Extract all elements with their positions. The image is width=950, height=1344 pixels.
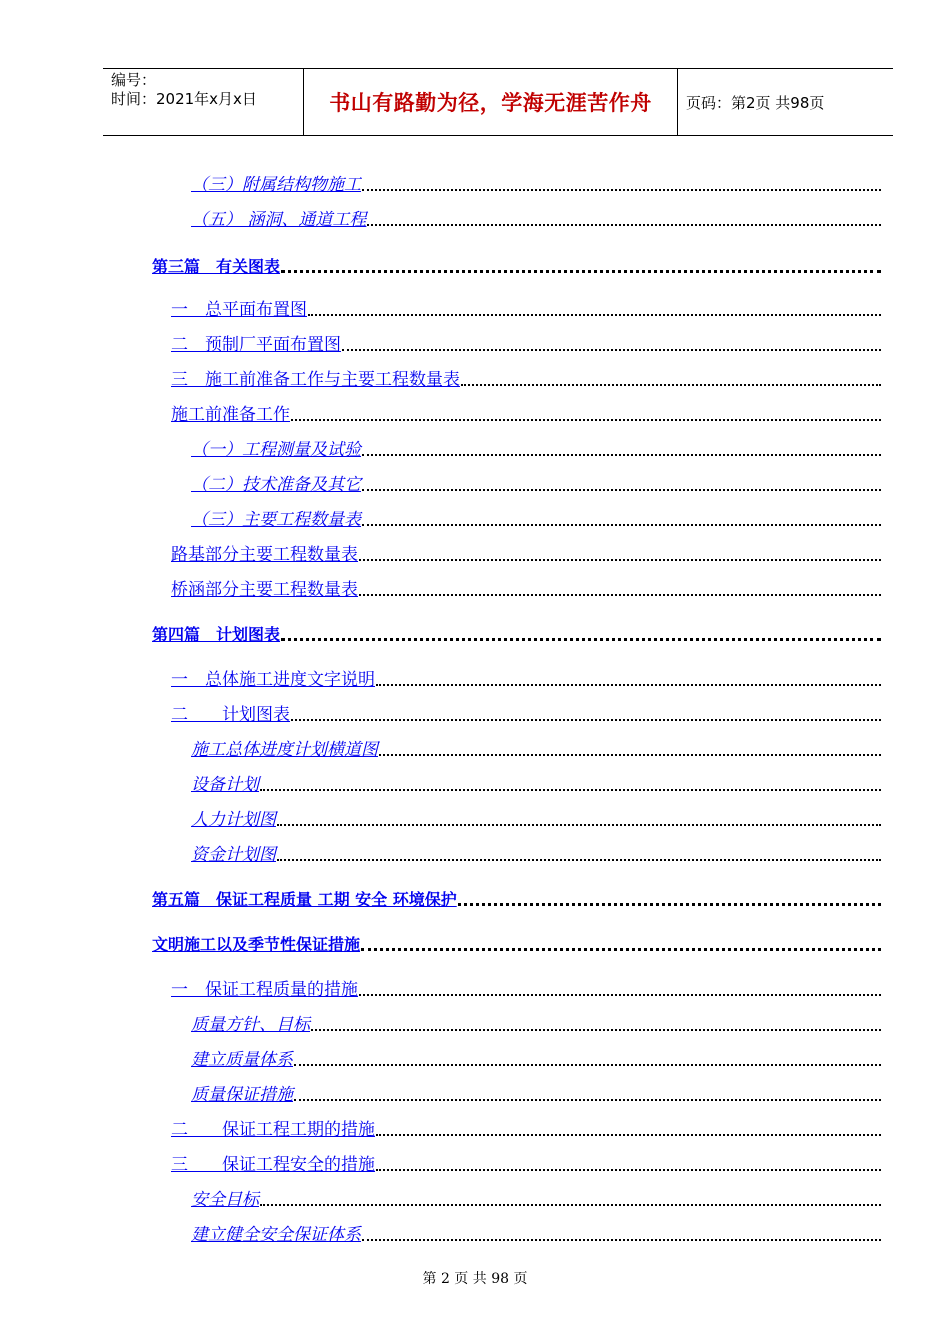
toc-entry-link[interactable]: 第四篇 计划图表 xyxy=(152,625,281,644)
toc-entry-link[interactable]: 一 保证工程质量的措施 xyxy=(171,980,358,1000)
toc-entry[interactable] xyxy=(191,172,881,196)
toc-entry[interactable] xyxy=(171,667,881,691)
toc-entry[interactable] xyxy=(191,1222,881,1246)
toc-entry[interactable] xyxy=(191,437,881,461)
toc-entry[interactable] xyxy=(191,842,881,866)
toc-entry-link[interactable]: 一 总平面布置图 xyxy=(171,300,307,320)
toc-entry-link[interactable]: 资金计划图 xyxy=(191,845,276,865)
toc-dot-leader xyxy=(461,384,881,386)
toc-entry[interactable] xyxy=(171,977,881,1001)
toc-entry-link[interactable]: 质量方针、目标 xyxy=(191,1015,310,1035)
toc-entry-link[interactable]: 桥涵部分主要工程数量表 xyxy=(171,580,358,600)
toc-entry-link[interactable]: 安全目标 xyxy=(191,1190,259,1210)
toc-entry-link[interactable]: 二 预制厂平面布置图 xyxy=(171,335,341,355)
toc-dot-leader xyxy=(260,1204,881,1206)
toc-entry-link[interactable]: 质量保证措施 xyxy=(191,1085,293,1105)
toc-dot-leader xyxy=(362,489,881,491)
toc-dot-leader xyxy=(281,270,881,273)
toc-entry[interactable] xyxy=(191,507,881,531)
toc-dot-leader xyxy=(359,594,881,596)
toc-entry[interactable] xyxy=(171,542,881,566)
toc-dot-leader xyxy=(291,719,881,721)
toc-entry-link[interactable]: 三 保证工程安全的措施 xyxy=(171,1155,375,1175)
toc-dot-leader xyxy=(362,454,881,456)
toc-entry[interactable] xyxy=(171,702,881,726)
toc-dot-leader xyxy=(362,524,881,526)
toc-dot-leader xyxy=(277,859,881,861)
toc-dot-leader xyxy=(458,903,881,906)
toc-entry-link[interactable]: 第三篇 有关图表 xyxy=(152,257,281,276)
toc-entry[interactable] xyxy=(191,1082,881,1106)
toc-entry-link[interactable]: （五） 涵洞、通道工程 xyxy=(191,210,367,230)
toc-entry[interactable] xyxy=(191,207,881,231)
toc-entry[interactable] xyxy=(191,1187,881,1211)
toc-entry-link[interactable]: 二 保证工程工期的措施 xyxy=(171,1120,375,1140)
toc-entry[interactable] xyxy=(191,807,881,831)
toc-dot-leader xyxy=(294,1099,881,1101)
toc-entry-link[interactable]: 施工前准备工作 xyxy=(171,405,290,425)
toc-dot-leader xyxy=(376,1169,881,1171)
toc-entry-link[interactable]: 二 计划图表 xyxy=(171,705,290,725)
toc-entry-link[interactable]: （一）工程测量及试验 xyxy=(191,440,361,460)
toc-dot-leader xyxy=(260,789,881,791)
toc-dot-leader xyxy=(362,189,881,191)
toc-entry-link[interactable]: 建立质量体系 xyxy=(191,1050,293,1070)
toc-entry[interactable] xyxy=(152,932,881,956)
header-page-info: 页码：第2页 共98页 xyxy=(686,93,825,112)
toc-entry-link[interactable]: （二）技术准备及其它 xyxy=(191,475,361,495)
toc-entry-link[interactable]: 设备计划 xyxy=(191,775,259,795)
toc-entry[interactable] xyxy=(171,332,881,356)
time-label: 时间：2021年x月x日 xyxy=(111,90,257,108)
toc-dot-leader xyxy=(376,1134,881,1136)
toc-dot-leader xyxy=(291,419,881,421)
toc-entry[interactable] xyxy=(171,577,881,601)
toc-dot-leader xyxy=(379,754,881,756)
toc-entry-link[interactable]: 文明施工以及季节性保证措施 xyxy=(152,935,361,954)
toc-entry[interactable] xyxy=(171,297,881,321)
toc-dot-leader xyxy=(342,349,881,351)
toc-dot-leader xyxy=(308,314,881,316)
toc-entry-link[interactable]: 人力计划图 xyxy=(191,810,276,830)
toc-entry-link[interactable]: 施工总体进度计划横道图 xyxy=(191,740,378,760)
toc-entry[interactable] xyxy=(191,772,881,796)
toc-entry-link[interactable]: 三 施工前准备工作与主要工程数量表 xyxy=(171,370,460,390)
toc-entry[interactable] xyxy=(191,1012,881,1036)
toc-entry-link[interactable]: 第五篇 保证工程质量 工期 安全 环境保护 xyxy=(152,890,457,909)
toc-entry[interactable] xyxy=(152,254,881,278)
toc-dot-leader xyxy=(359,559,881,561)
footer-page-number: 第 2 页 共 98 页 xyxy=(422,1271,528,1287)
toc-dot-leader xyxy=(362,1239,881,1241)
toc-entry[interactable] xyxy=(152,622,881,646)
toc-dot-leader xyxy=(361,948,881,951)
toc-entry[interactable] xyxy=(191,1047,881,1071)
toc-entry-link[interactable]: 路基部分主要工程数量表 xyxy=(171,545,358,565)
toc-entry-link[interactable]: 一 总体施工进度文字说明 xyxy=(171,670,375,690)
toc-entry[interactable] xyxy=(171,1117,881,1141)
toc-dot-leader xyxy=(281,638,881,641)
toc-entry-link[interactable]: （三）主要工程数量表 xyxy=(191,510,361,530)
toc-entry-link[interactable]: （三）附属结构物施工 xyxy=(191,175,361,195)
code-label: 编号： xyxy=(111,71,157,89)
toc-entry[interactable] xyxy=(152,887,881,911)
toc-entry[interactable] xyxy=(171,367,881,391)
toc-entry[interactable] xyxy=(191,472,881,496)
toc-entry-link[interactable]: 建立健全安全保证体系 xyxy=(191,1225,361,1245)
toc-entry[interactable] xyxy=(171,402,881,426)
toc-dot-leader xyxy=(277,824,881,826)
toc-dot-leader xyxy=(359,994,881,996)
toc-entry[interactable] xyxy=(191,737,881,761)
toc-dot-leader xyxy=(376,684,881,686)
toc-entry[interactable] xyxy=(171,1152,881,1176)
header-motto: 书山有路勤为径，学海无涯苦作舟 xyxy=(329,91,652,115)
toc-dot-leader xyxy=(311,1029,881,1031)
toc-dot-leader xyxy=(367,224,881,226)
toc-dot-leader xyxy=(294,1064,881,1066)
